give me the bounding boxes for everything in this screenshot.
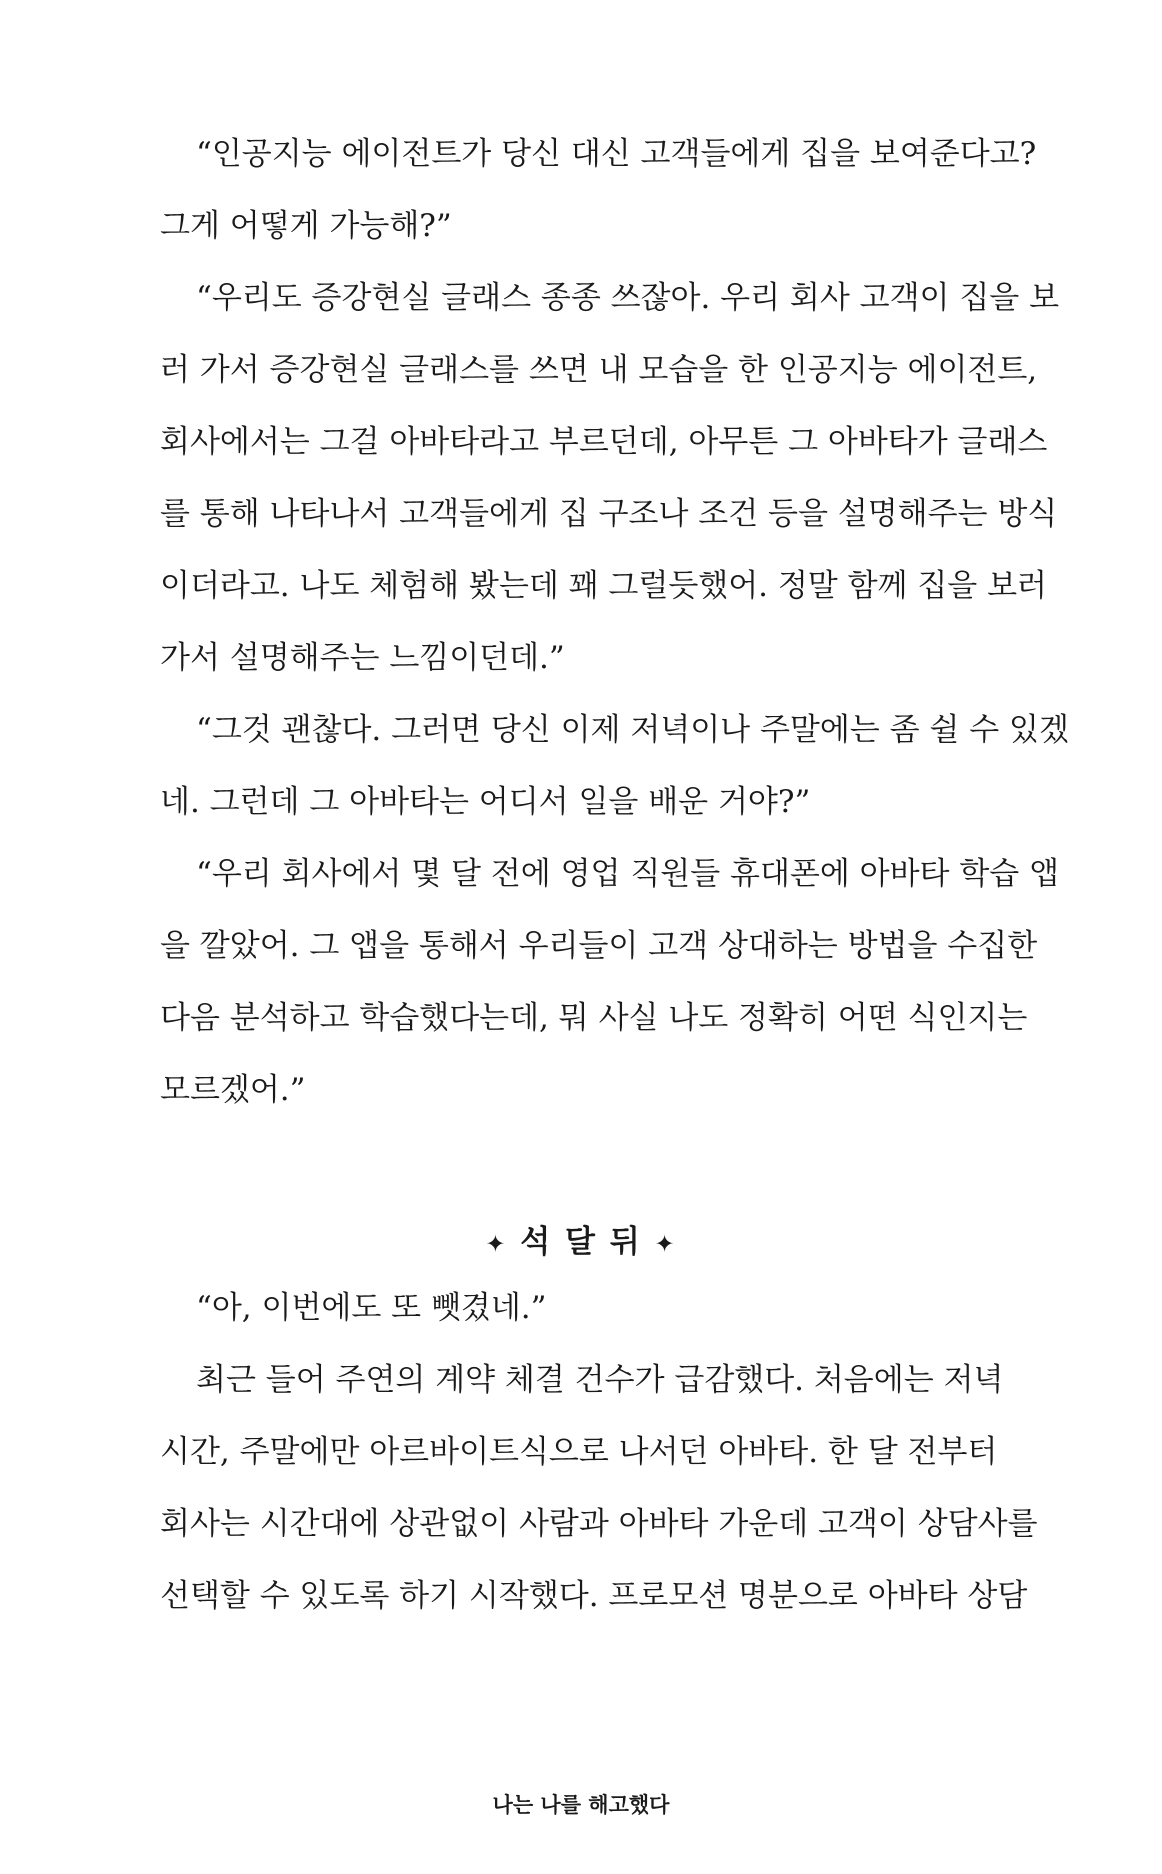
paragraph-line: 러 가서 증강현실 글래스를 쓰면 내 모습을 한 인공지능 에이전트,: [160, 352, 1038, 388]
paragraph-line: “그것 괜찮다. 그러면 당신 이제 저녁이나 주말에는 좀 쉴 수 있겠: [196, 712, 1069, 748]
section-heading: [0, 1220, 1162, 1264]
paragraph-line: 선택할 수 있도록 하기 시작했다. 프로모션 명분으로 아바타 상담: [160, 1578, 1028, 1614]
paragraph-line: 를 통해 나타나서 고객들에게 집 구조나 조건 등을 설명해주는 방식: [160, 496, 1058, 532]
paragraph-line: 을 깔았어. 그 앱을 통해서 우리들이 고객 상대하는 방법을 수집한: [160, 928, 1038, 964]
running-footer-title: 나는 나를 해고했다: [492, 1793, 670, 1817]
paragraph-line: “우리도 증강현실 글래스 종종 쓰잖아. 우리 회사 고객이 집을 보: [196, 280, 1060, 316]
paragraph-line: “아, 이번에도 또 뺏겼네.”: [196, 1290, 547, 1326]
paragraph-line: “인공지능 에이전트가 당신 대신 고객들에게 집을 보여준다고?: [196, 136, 1037, 172]
paragraph-line: “우리 회사에서 몇 달 전에 영업 직원들 휴대폰에 아바타 학습 앱: [196, 856, 1060, 892]
paragraph-line: 최근 들어 주연의 계약 체결 건수가 급감했다. 처음에는 저녁: [196, 1362, 1004, 1398]
paragraph-line: 시간, 주말에만 아르바이트식으로 나서던 아바타. 한 달 전부터: [160, 1434, 998, 1470]
paragraph-line: 회사는 시간대에 상관없이 사람과 아바타 가운데 고객이 상담사를: [160, 1506, 1038, 1542]
sparkle-icon: ✦: [654, 1229, 677, 1258]
paragraph-line: 모르겠어.”: [160, 1072, 306, 1108]
paragraph-line: 이더라고. 나도 체험해 봤는데 꽤 그럴듯했어. 정말 함께 집을 보러: [160, 568, 1047, 604]
paragraph-line: 다음 분석하고 학습했다는데, 뭐 사실 나도 정확히 어떤 식인지는: [160, 1000, 1028, 1036]
paragraph-line: 네. 그런데 그 아바타는 어디서 일을 배운 거야?”: [160, 784, 811, 820]
section-title: 석 달 뒤: [520, 1224, 642, 1260]
sparkle-icon: ✦: [485, 1229, 508, 1258]
paragraph-line: 그게 어떻게 가능해?”: [160, 208, 452, 244]
paragraph-line: 가서 설명해주는 느낌이던데.”: [160, 640, 565, 676]
paragraph-line: 회사에서는 그걸 아바타라고 부르던데, 아무튼 그 아바타가 글래스: [160, 424, 1048, 460]
